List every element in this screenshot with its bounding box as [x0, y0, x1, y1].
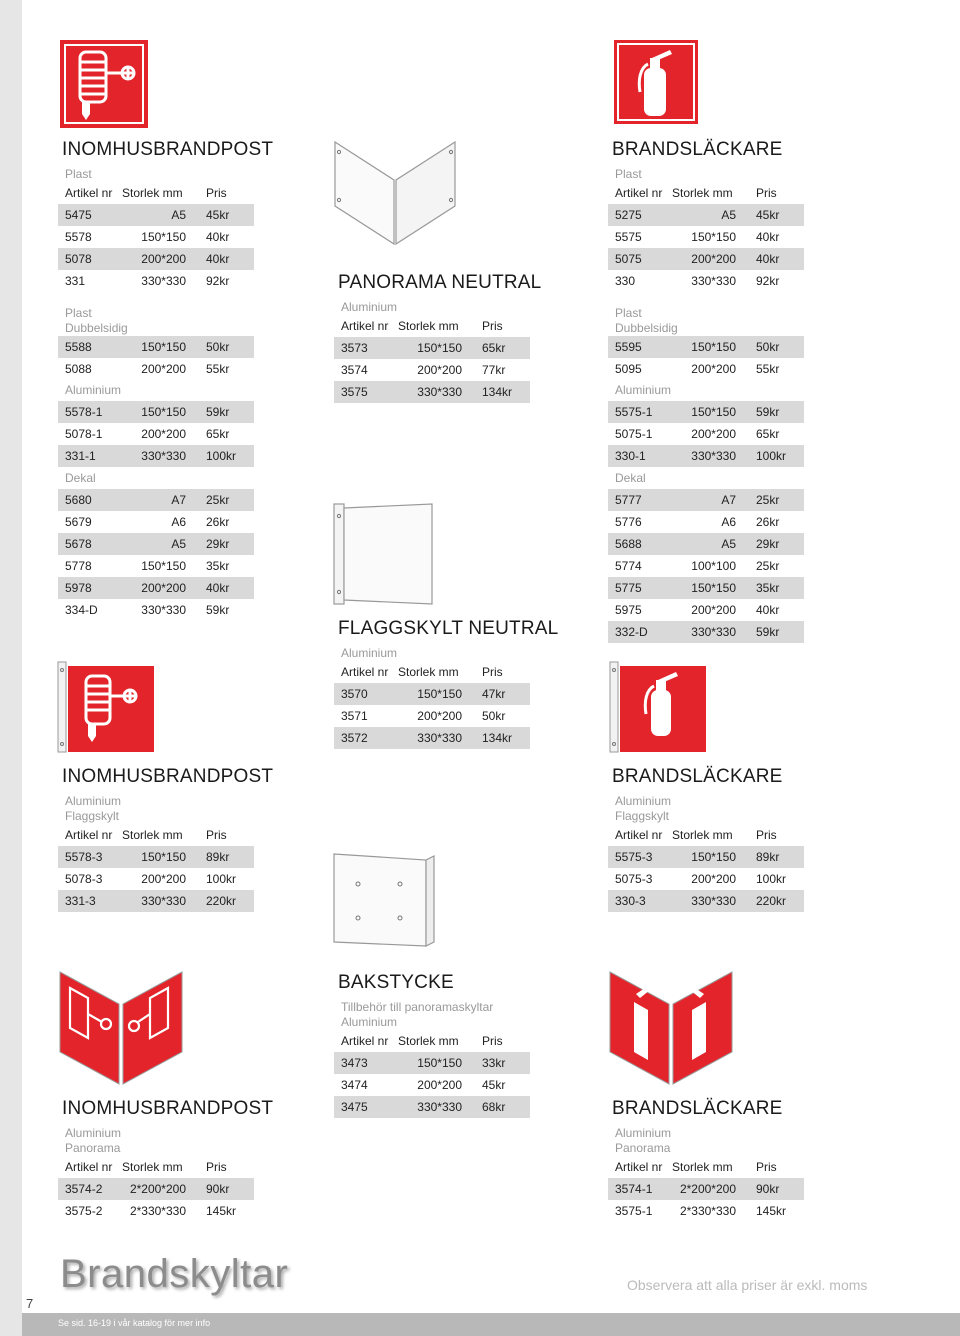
- table-row: 5679 A6 26kr: [65, 515, 230, 529]
- panorama-neutral-block: [334, 272, 542, 403]
- material-label: Aluminium: [341, 1015, 398, 1029]
- material-label: Aluminium: [615, 1126, 672, 1140]
- section-label: Aluminium: [65, 383, 122, 397]
- table-row: 5774 100*100 25kr: [615, 559, 780, 573]
- table-header: Artikel nr Storlek mm Pris: [341, 319, 503, 333]
- material-label: Plast: [615, 167, 642, 181]
- table-row: 5475 A5 45kr: [58, 204, 254, 226]
- table-row: 3575-1 2*330*330 145kr: [615, 1204, 787, 1218]
- table-row: 331-1 330*330 100kr: [58, 445, 254, 467]
- bakstycke-block: [334, 972, 530, 1118]
- extinguisher-panorama-image: [606, 968, 736, 1088]
- table-row: 330-3 330*330 220kr: [608, 890, 804, 912]
- table-row: 3574-1 2*200*200 90kr: [608, 1178, 804, 1200]
- inomhusbrandpost-panorama-block: [58, 1098, 274, 1222]
- table-row: 3572 330*330 134kr: [334, 727, 530, 749]
- table-row: 3474 200*200 45kr: [341, 1078, 506, 1092]
- table-header: Artikel nr Storlek mm Pris: [341, 665, 503, 679]
- material-label: Aluminium: [341, 300, 398, 314]
- extinguisher-sign-image: [614, 40, 698, 124]
- flaggskylt-neutral-image: [330, 500, 440, 608]
- table-row: 5978 200*200 40kr: [58, 577, 254, 599]
- table-row: 5088 200*200 55kr: [65, 362, 230, 376]
- bakstycke-image: [330, 850, 440, 950]
- table-row: 5575 150*150 40kr: [615, 230, 780, 244]
- block-title: BRANDSLÄCKARE: [612, 766, 783, 787]
- block-title: INOMHUSBRANDPOST: [62, 766, 274, 787]
- table-row: 5678 A5 29kr: [58, 533, 254, 555]
- table-row: 3570 150*150 47kr: [334, 683, 530, 705]
- section-label: Dekal: [65, 471, 96, 485]
- table-row: 5078 200*200 40kr: [58, 248, 254, 270]
- section-label: Plast Dubbelsidig: [65, 306, 128, 335]
- table-header: Artikel nr Storlek mm Pris: [65, 1160, 227, 1174]
- block-title: BRANDSLÄCKARE: [612, 139, 783, 160]
- table-row: 3574-2 2*200*200 90kr: [58, 1178, 254, 1200]
- left-margin-strip: [0, 0, 22, 1336]
- table-row: 5595 150*150 50kr: [608, 336, 804, 358]
- table-row: 3571 200*200 50kr: [341, 709, 506, 723]
- description-label: Tillbehör till panoramaskyltar: [341, 1000, 494, 1014]
- table-row: 332-D 330*330 59kr: [608, 621, 804, 643]
- inomhusbrandpost-flaggskylt-block: [58, 766, 274, 912]
- material-label: Aluminium: [65, 1126, 122, 1140]
- material-label: Aluminium: [341, 646, 398, 660]
- table-row: 5578-3 150*150 89kr: [58, 846, 254, 868]
- material-label: Aluminium: [65, 794, 122, 808]
- table-row: 5588 150*150 50kr: [58, 336, 254, 358]
- table-header: Artikel nr Storlek mm Pris: [65, 186, 227, 200]
- type-label: Flaggskylt: [65, 809, 120, 823]
- table-row: 331-3 330*330 220kr: [58, 890, 254, 912]
- table-row: 5775 150*150 35kr: [608, 577, 804, 599]
- block-title: PANORAMA NEUTRAL: [338, 272, 542, 293]
- table-row: 331 330*330 92kr: [65, 274, 230, 288]
- material-label: Aluminium: [615, 794, 672, 808]
- table-row: 5777 A7 25kr: [608, 489, 804, 511]
- block-title: BAKSTYCKE: [338, 972, 454, 993]
- block-title: BRANDSLÄCKARE: [612, 1098, 783, 1119]
- table-row: 5778 150*150 35kr: [65, 559, 230, 573]
- fire-extinguisher-icon: [614, 40, 698, 124]
- section-label: Dekal: [615, 471, 646, 485]
- table-row: 5578-1 150*150 59kr: [58, 401, 254, 423]
- table-row: 5075-1 200*200 65kr: [615, 427, 780, 441]
- table-row: 5075-3 200*200 100kr: [615, 872, 787, 886]
- block-title: INOMHUSBRANDPOST: [62, 1098, 274, 1119]
- table-row: 5275 A5 45kr: [608, 204, 804, 226]
- fire-hose-sign-image: [60, 40, 148, 128]
- fire-hose-icon: [60, 40, 148, 128]
- table-row: 5078-3 200*200 100kr: [65, 872, 237, 886]
- section-label: Plast Dubbelsidig: [615, 306, 678, 335]
- table-row: 5776 A6 26kr: [615, 515, 780, 529]
- table-row: 5095 200*200 55kr: [615, 362, 780, 376]
- type-label: Panorama: [65, 1141, 121, 1155]
- page-number: 7: [26, 1296, 34, 1311]
- table-header: Artikel nr Storlek mm Pris: [65, 828, 227, 842]
- price-note: Observera att alla priser är exkl. moms: [627, 1277, 868, 1293]
- panorama-neutral-image: [330, 138, 460, 248]
- table-row: 3575-2 2*330*330 145kr: [65, 1204, 237, 1218]
- brandslackare-plast-block: [608, 139, 804, 643]
- block-title: INOMHUSBRANDPOST: [62, 139, 274, 160]
- extinguisher-flag-image: [608, 660, 708, 756]
- table-row: 3475 330*330 68kr: [334, 1096, 530, 1118]
- table-row: 5075 200*200 40kr: [608, 248, 804, 270]
- brandslackare-panorama-block: [608, 1098, 804, 1222]
- type-label: Flaggskylt: [615, 809, 670, 823]
- table-header: Artikel nr Storlek mm Pris: [615, 186, 777, 200]
- table-row: 334-D 330*330 59kr: [65, 603, 230, 617]
- table-row: 5688 A5 29kr: [608, 533, 804, 555]
- catalog-section-title: Brandskyltar: [60, 1252, 289, 1296]
- table-row: 330 330*330 92kr: [615, 274, 780, 288]
- table-header: Artikel nr Storlek mm Pris: [615, 1160, 777, 1174]
- table-row: 3574 200*200 77kr: [341, 363, 506, 377]
- type-label: Panorama: [615, 1141, 671, 1155]
- footer-note: Se sid. 16-19 i vår katalog för mer info: [58, 1318, 211, 1328]
- table-header: Artikel nr Storlek mm Pris: [341, 1034, 503, 1048]
- fire-hose-panorama-image: [56, 968, 186, 1088]
- table-row: 5078-1 200*200 65kr: [65, 427, 230, 441]
- fire-hose-flag-image: [56, 660, 156, 756]
- inomhusbrandpost-plast-block: [58, 139, 274, 621]
- flaggskylt-neutral-block: [334, 618, 559, 749]
- table-row: 5575-1 150*150 59kr: [608, 401, 804, 423]
- table-row: 5575-3 150*150 89kr: [608, 846, 804, 868]
- table-row: 3573 150*150 65kr: [334, 337, 530, 359]
- material-label: Plast: [65, 167, 92, 181]
- table-row: 3575 330*330 134kr: [334, 381, 530, 403]
- table-row: 5680 A7 25kr: [58, 489, 254, 511]
- table-row: 5578 150*150 40kr: [65, 230, 230, 244]
- block-title: FLAGGSKYLT NEUTRAL: [338, 618, 559, 639]
- brandslackare-flaggskylt-block: [608, 766, 804, 912]
- table-row: 330-1 330*330 100kr: [608, 445, 804, 467]
- table-header: Artikel nr Storlek mm Pris: [615, 828, 777, 842]
- section-label: Aluminium: [615, 383, 672, 397]
- table-row: 5975 200*200 40kr: [615, 603, 780, 617]
- table-row: 3473 150*150 33kr: [334, 1052, 530, 1074]
